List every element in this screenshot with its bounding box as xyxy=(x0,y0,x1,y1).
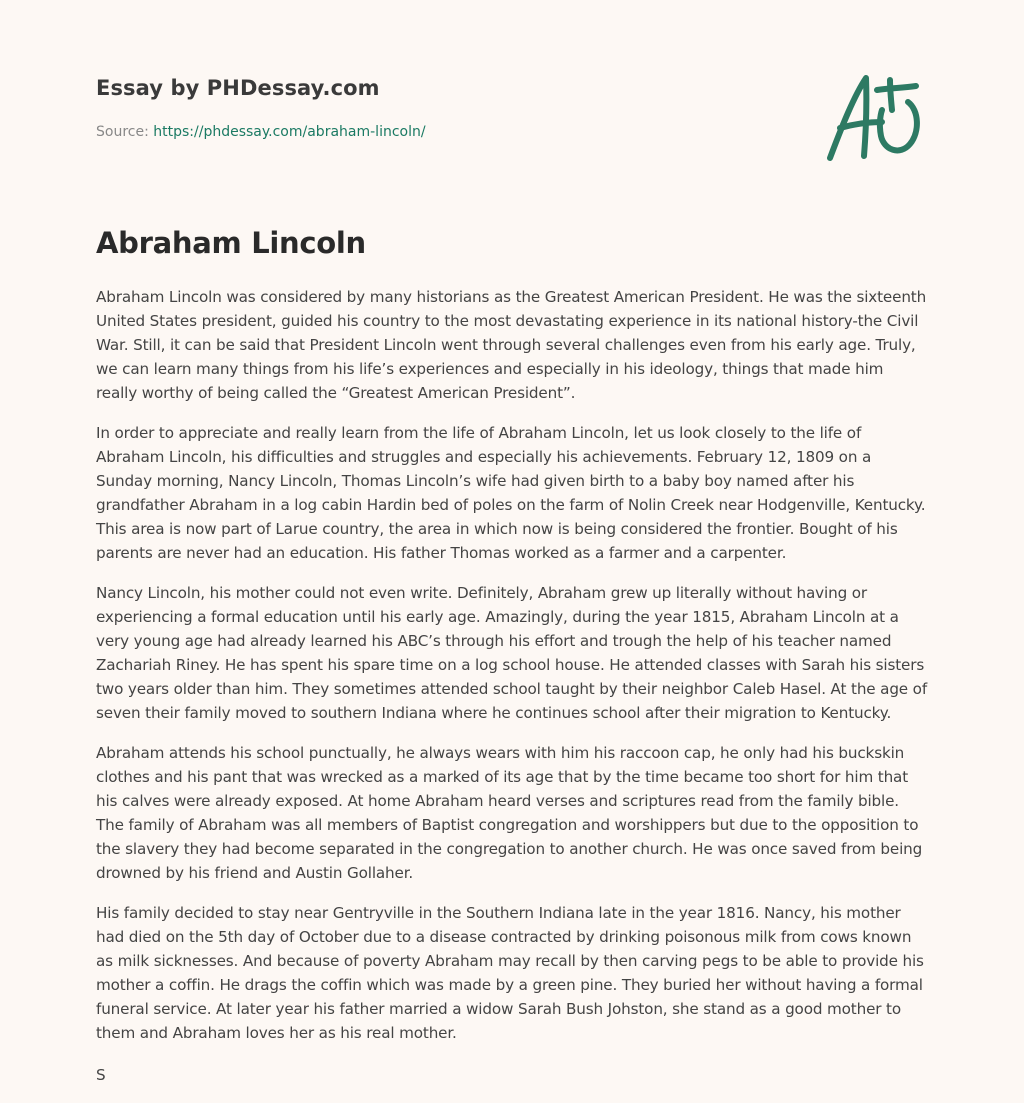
source-link[interactable]: https://phdessay.com/abraham-lincoln/ xyxy=(153,124,426,140)
page-title: Abraham Lincoln xyxy=(96,226,366,260)
a-plus-logo-icon xyxy=(820,66,930,166)
paragraph: Abraham Lincoln was considered by many historians as the Greatest American President. He was the sixteenth United States president, guided his country to the most devastating experience in its national history-the Civil War. Still, it can be said that President Lincoln went through several challenges even from his early age. Truly, we can learn many things from his life’s experiences and especially in his ideology, things that made him really worthy of being called the “Greatest American President”. xyxy=(96,288,927,402)
essay-header xyxy=(96,76,936,176)
paragraph: His family decided to stay near Gentryville in the Southern Indiana late in the year 1816. Nancy, his mother had died on the 5th day of October due to a disease contracted by drinking poisonous milk from cows known as milk sicknesses. And because of poverty Abraham may recall by then carving pegs to be able to provide his mother a coffin. He drags the coffin which was made by a green pine. They buried her without having a formal funeral service. At later year his father married a widow Sarah Bush Johston, she stand as a good mother to them and Abraham loves her as his real mother. xyxy=(96,904,924,1042)
paragraph: Abraham attends his school punctually, he always wears with him his raccoon cap, he only had his buckskin clothes and his pant that was wrecked as a marked of its age that by the time became too short for him that his calves were already exposed. At home Abraham heard verses and scriptures read from the family bible. The family of Abraham was all members of Baptist congregation and worshippers but due to the opposition to the slavery they had become separated in the congregation to another church. He was once saved from being drowned by his friend and Austin Gollaher. xyxy=(96,744,923,882)
paragraph: Nancy Lincoln, his mother could not even write. Definitely, Abraham grew up literally without having or experiencing a formal education until his early age. Amazingly, during the year 1815, Abraham Lincoln at a very young age had already learned his ABC’s through his effort and trough the help of his teacher named Zachariah Riney. He has spent his spare time on a log school house. He attended classes with Sarah his sisters two years older than him. They sometimes attended school taught by their neighbor Caleb Hasel. At the age of seven their family moved to southern Indiana where he continues school after their migration to Kentucky. xyxy=(96,584,928,722)
site-brand: Essay by PHDessay.com xyxy=(96,76,380,100)
source-line xyxy=(96,124,426,140)
paragraph: In order to appreciate and really learn from the life of Abraham Lincoln, let us look closely to the life of Abraham Lincoln, his difficulties and struggles and especially his achievements. February 12, 1809 on a Sunday morning, Nancy Lincoln, Thomas Lincoln’s wife had given birth to a baby boy named after his grandfather Abraham in a log cabin Hardin bed of poles on the farm of Nolin Creek near Hodgenville, Kentucky. This area is now part of Larue country, the area in which now is being considered the frontier. Bought of his parents are never had an education. His father Thomas worked as a farmer and a carpenter. xyxy=(96,424,926,562)
article-body xyxy=(96,285,928,1103)
source-label: Source: xyxy=(96,124,154,140)
truncated-paragraph: S xyxy=(96,1066,106,1084)
